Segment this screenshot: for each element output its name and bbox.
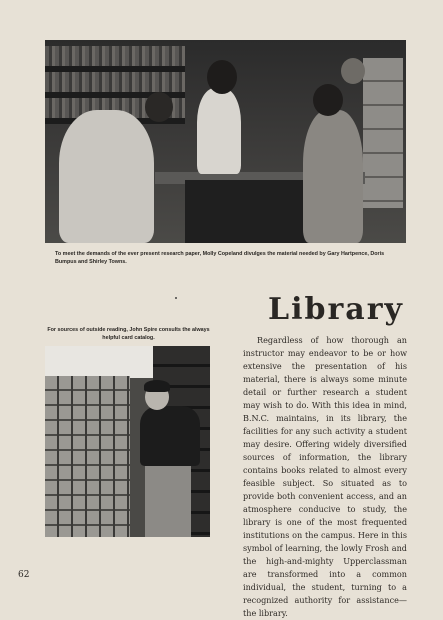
card-catalog-cabinet — [45, 376, 130, 537]
left-photo-caption: For sources of outside reading, John Spire consults the always helpful card catalog. — [47, 327, 210, 341]
student-hair — [144, 380, 170, 392]
student-head — [313, 84, 343, 116]
file-cabinet — [363, 58, 403, 208]
print-mark — [175, 297, 177, 299]
student-head — [341, 58, 365, 84]
bookshelf-row — [45, 72, 185, 92]
page-number: 62 — [18, 570, 30, 580]
library-desk-photo — [45, 40, 406, 243]
student-figure — [303, 110, 363, 243]
librarian-head — [207, 60, 237, 94]
wall — [45, 346, 155, 378]
student-figure — [59, 110, 154, 243]
page-title: Library — [268, 292, 404, 327]
top-photo-caption: To meet the demands of the ever present research paper, Molly Copeland divulges the material needed by Gary Hartpence, Doris Bumpus and Shirley Towns. — [55, 251, 385, 265]
librarian-figure — [197, 88, 241, 174]
student-figure — [140, 406, 200, 466]
student-head — [145, 92, 173, 122]
student-legs — [145, 464, 191, 537]
article-body: Regardless of how thorough an instructor may endeavor to be or how extensive the presentation of his material, there is always some minute detail or further research a student may wish to do. With this idea in mind, B.N.C. maintains, in its library, the facilities for any such activity a student may desire. Offering widely diversified sources of information, the library contains books related to almost every feasible subject. So situated as to provide both convenient access, and an atmosphere conducive to study, the library is one of the most frequented institutions on the campus. Here in this symbol of learning, the lowly Frosh and the high-and-mighty Upperclassman are transformed into a common individual, the student, turning to a recognized authority for assistance—the library. — [243, 335, 407, 618]
card-catalog-photo — [45, 346, 210, 537]
bookshelf-row — [45, 46, 185, 66]
